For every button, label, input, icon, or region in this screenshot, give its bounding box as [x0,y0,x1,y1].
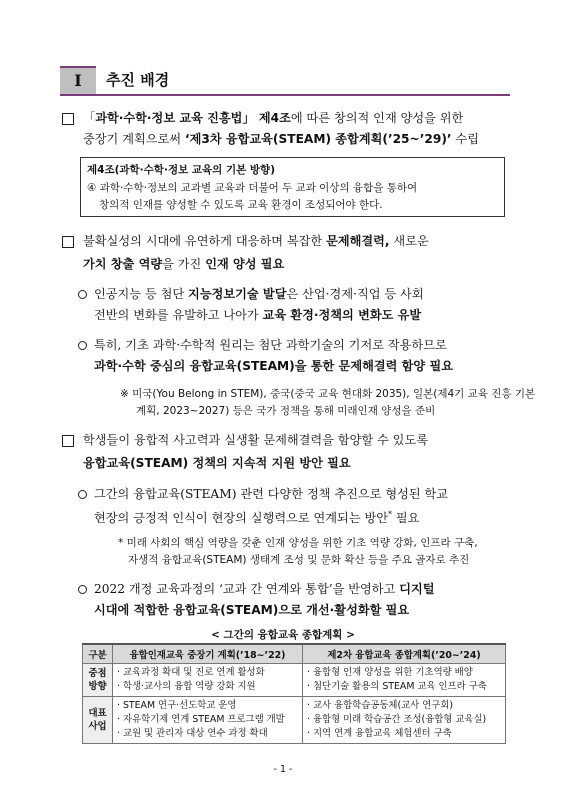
row-label: 중점 방향 [83,664,113,697]
row-label: 대표 사업 [83,697,113,744]
row-cell: · 교사 융합학습공동체(교사 연구회) · 융합형 미래 학습공간 조성(융합형 교육실) · 지역 연계 융합교육 체험센터 구축 [303,697,506,744]
circle-bullet-icon [78,490,87,499]
article-title: 제4조(과학·수학·정보 교육의 기본 방향) [87,164,275,176]
square-bullet-icon [62,435,74,447]
note1-line2: 계획, 2023~2027) 등은 국가 정책을 통해 미래인재 양성을 준비 [136,405,436,417]
square-bullet-icon [62,236,74,248]
p2-line1: 불확실성의 시대에 유연하게 대응하며 복잡한 문제해결력, 새로운 [83,234,429,248]
header-plan2: 제2차 융합교육 종합계획(’20~’24) [303,644,506,664]
note1-line1: ※ 미국(You Belong in STEM), 중국(중국 교육 현대화 2035), 일본(제4기 교육 진흥 기본 [120,388,536,400]
circle-bullet-icon [78,585,87,594]
circle-bullet-icon [78,290,87,299]
row-cell: · STEAM 연구·선도학교 운영 · 자유학기제 연계 STEAM 프로그램 개발 · 교원 및 관리자 대상 연수 과정 확대 [113,697,303,744]
table-row [83,664,506,697]
note2-line2: 자생적 융합교육(STEAM) 생태계 조성 및 문화 확산 등을 주요 골자로 추진 [128,554,470,566]
header-category: 구분 [83,644,113,664]
note2-line1: * 미래 사회의 핵심 역량을 갖춘 인재 양성을 위한 기초 역량 강화, 인프라 구축, [118,537,478,549]
table-row [83,697,506,744]
section-title: 추진 배경 [106,71,170,89]
table-title: < 그간의 융합교육 종합계획 > [211,629,355,641]
p3a-line1: 그간의 융합교육(STEAM) 관련 다양한 정책 추진으로 형성된 학교 [94,487,449,501]
table-header-row [83,644,506,664]
p3-line1: 학생들이 융합적 사고력과 실생활 문제해결력을 함양할 수 있도록 [83,433,428,447]
p3b-line1: 2022 개정 교육과정의 ‘교과 간 연계와 통합’을 반영하고 디지털 [94,582,435,596]
p2-line2: 가치 창출 역량을 가진 인재 양성 필요 [83,257,285,271]
p1-line2: 중장기 계획으로써 ‘제3차 융합교육(STEAM) 종합계획(’25~’29)’ 수립 [83,132,479,146]
header-plan1: 융합인재교육 중장기 계획(’18~’22) [113,644,303,664]
circle-bullet-icon [78,341,87,350]
article-line1: ④ 과학·수학·정보의 교과별 교육과 더불어 두 교과 이상의 융합을 통하여 [87,182,418,194]
law-article-box [80,157,505,217]
row-cell: · 교육과정 확대 및 진로 연계 활성화 · 학생·교사의 융합 역량 강화 지원 [113,664,303,697]
p2a-line1: 인공지능 등 첨단 지능정보기술 발달은 산업·경제·직업 등 사회 [94,287,424,301]
p2a-line2: 전반의 변화를 유발하고 나아가 교육 환경·정책의 변화도 유발 [94,308,422,322]
p2b-line2: 과학·수학 중심의 융합교육(STEAM)을 통한 문제해결력 함양 필요 [94,359,453,373]
article-line2: 창의적 인재를 양성할 수 있도록 교육 환경이 조성되어야 한다. [99,199,383,211]
p1-line1: 「과학·수학·정보 교육 진흥법」 제4조에 따른 창의적 인재 양성을 위한 [83,111,464,125]
section-number: I [60,66,96,94]
p3a-line2: 현장의 긍정적 인식이 현장의 실행력으로 연계되는 방안* 필요 [94,510,420,526]
p3-line2: 융합교육(STEAM) 정책의 지속적 지원 방안 필요 [83,456,351,470]
p2b-line1: 특히, 기초 과학·수학적 원리는 첨단 과학기술의 기저로 작용하므로 [94,338,447,352]
p3b-line2: 시대에 적합한 융합교육(STEAM)으로 개선·활성화할 필요 [94,603,410,617]
square-bullet-icon [62,113,74,125]
page-number: - 1 - [273,764,293,775]
section-header [60,66,510,96]
row-cell: · 융합형 인재 양성을 위한 기초역량 배양 · 첨단기술 활용의 STEAM 교육 인프라 구축 [303,664,506,697]
plan-comparison-table [82,643,506,744]
